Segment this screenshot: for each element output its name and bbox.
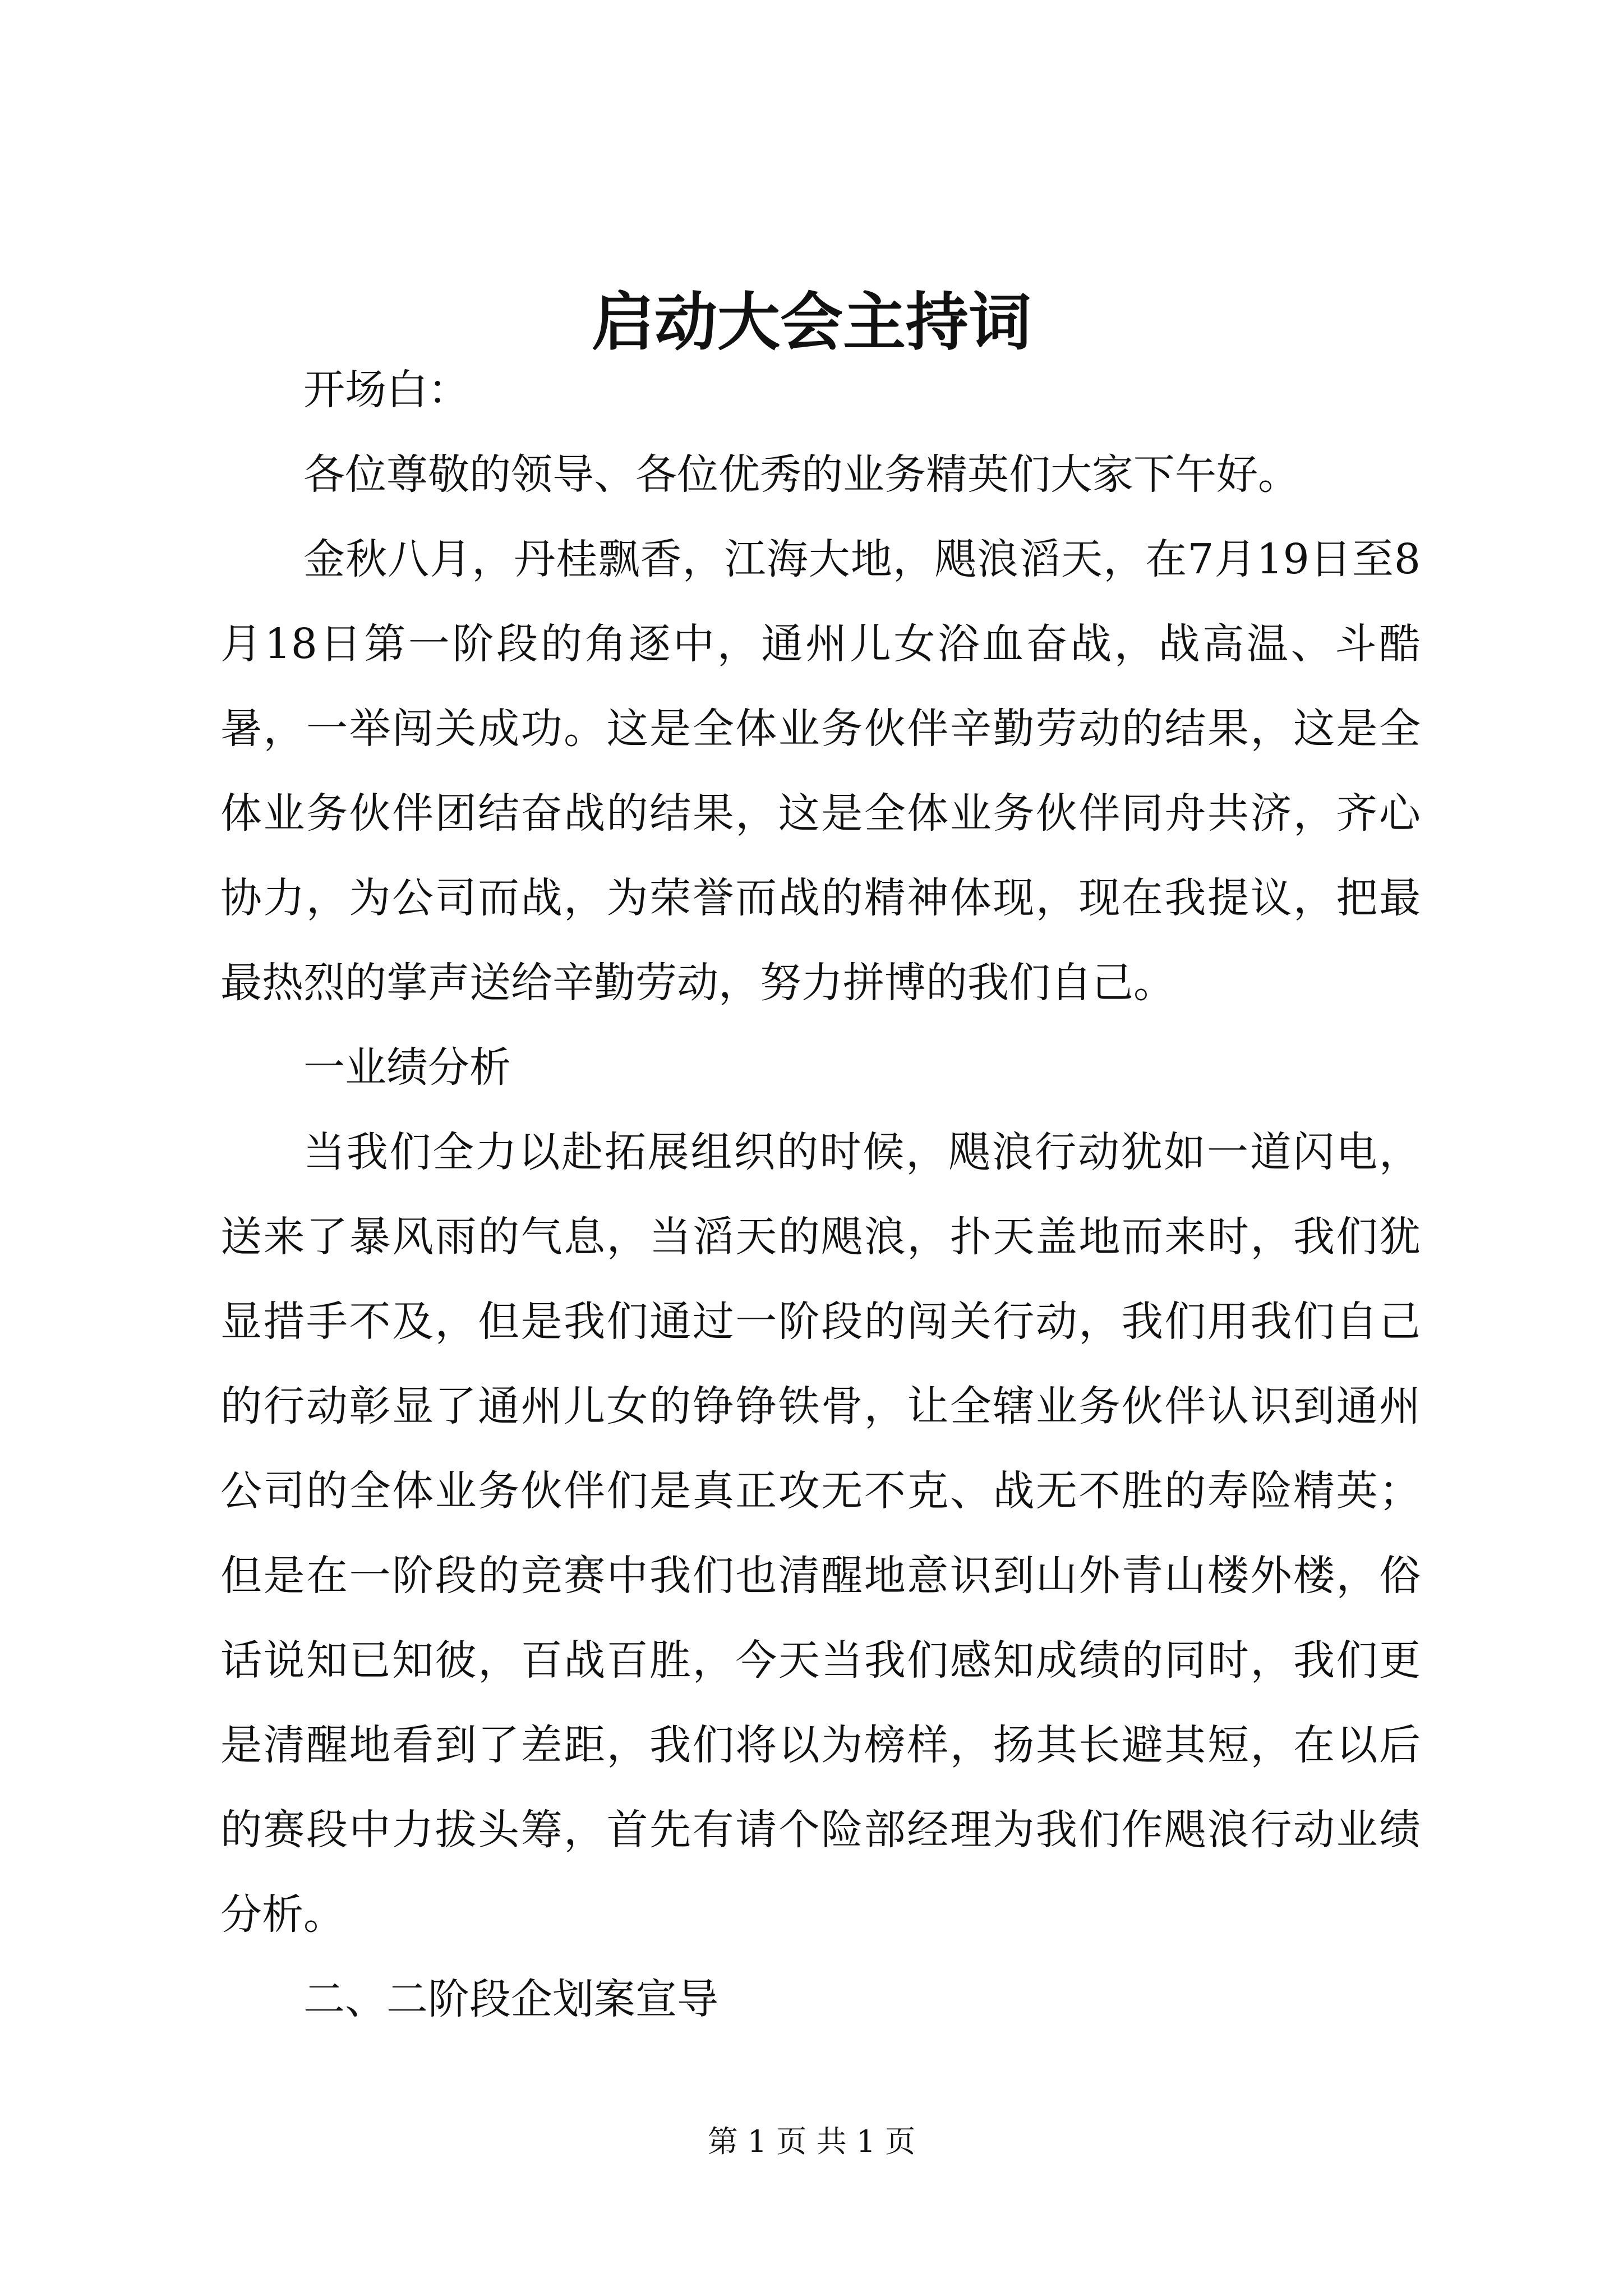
section-heading-plan: 二、二阶段企划案宣导	[303, 1975, 718, 2023]
section-heading-performance: 一业绩分析	[303, 1043, 511, 1092]
page-title: 启动大会主持词	[592, 286, 1031, 359]
page-footer: 第 1 页 共 1 页	[707, 2124, 916, 2159]
document-body	[220, 348, 1421, 2042]
paragraph-greeting: 各位尊敬的领导、各位优秀的业务精英们大家下午好。	[303, 450, 1299, 499]
paragraph-opening: 开场白：	[303, 366, 469, 414]
paragraph-performance: 当我们全力以赴拓展组织的时候，飓浪行动犹如一道闪电，送来了暴风雨的气息，当滔天的飓浪，扑天盖地而来时，我们犹显措手不及，但是我们通过一阶段的闯关行动，我们用我们自己的行动彰显了通州儿女的铮铮铁骨，让全辖业务伙伴认识到通州公司的全体业务伙伴们是真正攻无不克、战无不胜的寿险精英；但是在一阶段的竞赛中我们也清醒地意识到山外青山楼外楼，俗话说知已知彼，百战百胜，今天当我们感知成绩的同时，我们更是清醒地看到了差距，我们将以为榜样，扬其长避其短，在以后的赛段中力拔头筹，首先有请个险部经理为我们作飓浪行动业绩分析。	[220, 1128, 1421, 1939]
paragraph-intro: 金秋八月，丹桂飘香，江海大地，飓浪滔天，在7月19日至8月18日第一阶段的角逐中，通州儿女浴血奋战，战高温、斗酷暑，一举闯关成功。这是全体业务伙伴辛勤劳动的结果，这是全体业务伙伴团结奋战的结果，这是全体业务伙伴同舟共济，齐心协力，为公司而战，为荣誉而战的精神体现，现在我提议，把最最热烈的掌声送给辛勤劳动，努力拼博的我们自己。	[220, 535, 1421, 1007]
